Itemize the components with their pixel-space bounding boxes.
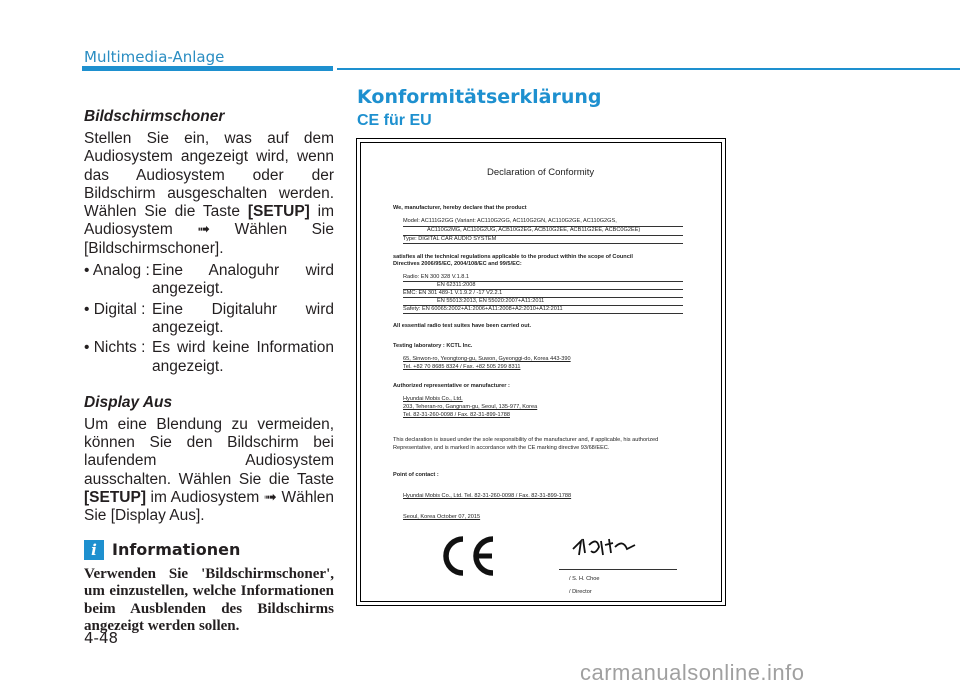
doc-radio: Radio: EN 300 328 V.1.8.1 bbox=[403, 274, 470, 280]
signature-icon bbox=[569, 533, 639, 561]
doc-signer: / S. H. Choe bbox=[569, 576, 600, 582]
doc-auth-2: 203, Teheran-ro, Gangnam-gu, Seoul, 135-977, Korea bbox=[403, 404, 538, 410]
info-header bbox=[84, 540, 334, 560]
option-text: Eine Digitaluhr wird angezeigt. bbox=[152, 300, 334, 336]
info-icon: i bbox=[84, 540, 104, 560]
option-text: Es wird keine Information angezeigt. bbox=[152, 339, 334, 375]
screensaver-options bbox=[84, 262, 334, 376]
option-digital bbox=[84, 301, 334, 338]
page-number: 4-48 bbox=[84, 629, 119, 647]
doc-safety: Safety: EN 60065:2002+A1:2006+A11:2008+A2:2010+A12:2011 bbox=[403, 306, 563, 312]
conformity-title: Konformitätserklärung bbox=[357, 86, 602, 108]
doc-lab-tel: Tel. +82 70 8685 8324 / Fax. +82 505 299 8311 bbox=[403, 364, 521, 370]
doc-lab: Testing laboratory : KCTL Inc. bbox=[393, 343, 473, 349]
display-text-2: im Audiosystem ➟ Wählen Sie [Display Aus]. bbox=[84, 489, 334, 525]
option-text: Eine Analoguhr wird angezeigt. bbox=[152, 262, 334, 298]
display-off-paragraph bbox=[84, 416, 334, 526]
screensaver-text-1: Stellen Sie ein, was auf dem Audiosystem angezeigt wird, wenn das Audiosystem oder der Bildschirm ausgeschalten werden. Wählen Sie die Taste bbox=[84, 130, 334, 221]
watermark: carmanualsonline.info bbox=[580, 660, 805, 685]
setup-key-label: [SETUP] bbox=[84, 489, 146, 507]
screensaver-heading: Bildschirmschoner bbox=[84, 108, 225, 125]
doc-essential: All essential radio test suites have been carried out. bbox=[393, 323, 532, 329]
option-label: • Analog : bbox=[84, 262, 150, 280]
screensaver-paragraph bbox=[84, 130, 334, 258]
doc-emc-2: EN 55013:2013, EN 55020:2007+A11:2011 bbox=[437, 298, 545, 304]
doc-place-date: Seoul, Korea October 07, 2015 bbox=[403, 514, 481, 520]
doc-model-2: AC110G2MG, AC110G2UG, ACB10G2EG, ACB10G2EE, ACB11G2EE, ACBC0G2EE) bbox=[427, 227, 641, 233]
option-label: • Nichts : bbox=[84, 339, 146, 357]
option-none bbox=[84, 339, 334, 376]
setup-key-label: [SETUP] bbox=[247, 203, 310, 221]
ce-mark-icon bbox=[439, 535, 497, 577]
display-off-heading: Display Aus bbox=[84, 393, 173, 411]
option-label: • Digital : bbox=[84, 300, 146, 318]
declaration-document bbox=[356, 138, 726, 606]
doc-auth-3: Tel. 82-31-260-0098 / Fax. 82-31-899-1788 bbox=[403, 412, 510, 418]
header-bar-right bbox=[337, 68, 960, 70]
doc-contact: Point of contact : bbox=[393, 472, 439, 478]
doc-emc: EMC: EN 301 489-1 V.1.9.2 / -17 V2.2.1 bbox=[403, 290, 503, 296]
doc-manufacturer: We, manufacturer, hereby declare that the product bbox=[393, 205, 527, 211]
left-column bbox=[84, 108, 334, 636]
doc-title: Declaration of Conformity bbox=[487, 167, 595, 178]
section-label: Multimedia-Anlage bbox=[84, 48, 225, 66]
doc-satisfies-1: satisfies all the technical regulations applicable to the product within the scope of Council bbox=[393, 254, 633, 260]
info-title: Informationen bbox=[112, 540, 241, 560]
header-bar-left bbox=[82, 66, 333, 71]
doc-type: Type: DIGITAL CAR AUDIO SYSTEM bbox=[403, 236, 497, 242]
option-analog bbox=[84, 262, 334, 299]
display-text-1: Um eine Blendung zu vermeiden, können Sie den Bildschirm bei laufendem Audiosystem ausschalten. Wählen Sie die Taste bbox=[84, 415, 334, 488]
doc-radio-2: EN 62311:2008 bbox=[437, 282, 476, 288]
doc-authorized: Authorized representative or manufacturer : bbox=[393, 383, 510, 389]
doc-lab-address: 65, Sinwon-ro, Yeongtong-gu, Suwon, Gyeonggi-do, Korea 443-390 bbox=[403, 356, 571, 362]
info-text: Verwenden Sie 'Bildschirmschoner', um einzustellen, welche Informationen beim Ausblenden des Bildschirms angezeigt werden sollen. bbox=[84, 565, 334, 635]
doc-auth-1: Hyundai Mobis Co., Ltd. bbox=[403, 396, 463, 402]
doc-issued-1: This declaration is issued under the sole responsibility of the manufacturer and, if applicable, his authorized bbox=[393, 437, 659, 443]
doc-role: / Director bbox=[569, 589, 592, 595]
conformity-subtitle: CE für EU bbox=[357, 112, 432, 129]
doc-contact-1: Hyundai Mobis Co., Ltd. Tel. 82-31-260-0098 / Fax. 82-31-899-1788 bbox=[403, 493, 572, 499]
screensaver-text-2: im Audiosystem ➟ Wählen Sie [Bildschirmschoner]. bbox=[84, 203, 335, 257]
doc-issued-2: Representative, and is marked in accordance with the CE marking directive 93/68/EEC. bbox=[393, 445, 610, 451]
doc-satisfies-2: Directives 2006/95/EC, 2004/108/EC and 99/5/EC: bbox=[393, 261, 522, 267]
declaration-inner bbox=[360, 142, 722, 602]
doc-model-1: Model: AC111G2GG (Variant: AC110G2GG, AC110G2GN, AC110G2GE, AC110G2GS, bbox=[403, 218, 617, 224]
